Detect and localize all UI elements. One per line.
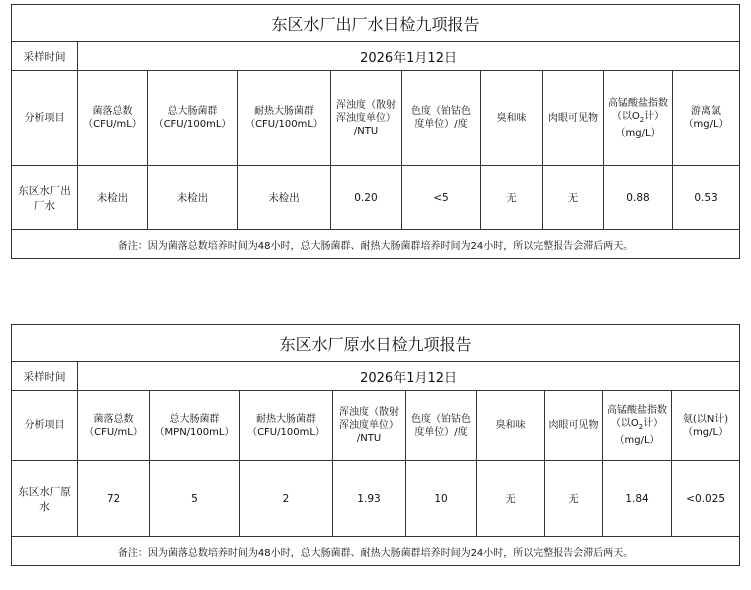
analysis-item-label: 分析项目 xyxy=(12,391,78,461)
report-table-finished-water xyxy=(11,4,740,259)
header-free-chlorine: 游离氯 （mg/L） xyxy=(673,71,740,166)
sampling-time-label: 采样时间 xyxy=(12,42,78,71)
header-visible-matter: 肉眼可见物 xyxy=(545,391,603,461)
sample-name: 东区水厂原 水 xyxy=(12,461,78,537)
value-total-coliform: 未检出 xyxy=(148,166,238,230)
value-odor-taste: 无 xyxy=(481,166,543,230)
value-colony-count: 72 xyxy=(78,461,150,537)
value-turbidity: 1.93 xyxy=(333,461,406,537)
header-total-coliform: 总大肠菌群 （MPN/100mL） xyxy=(150,391,240,461)
report-table-raw-water xyxy=(11,324,740,566)
value-thermotolerant-coliform: 未检出 xyxy=(238,166,331,230)
header-chroma: 色度（铂钴色 度单位）/度 xyxy=(406,391,477,461)
value-odor-taste: 无 xyxy=(477,461,545,537)
value-ammonia: <0.025 xyxy=(672,461,740,537)
value-chroma: 10 xyxy=(406,461,477,537)
header-visible-matter: 肉眼可见物 xyxy=(543,71,604,166)
value-thermotolerant-coliform: 2 xyxy=(240,461,333,537)
value-colony-count: 未检出 xyxy=(78,166,148,230)
header-permanganate-index: 高锰酸盐指数 （以$O_2$计） （mg/L） xyxy=(603,391,672,461)
value-total-coliform: 5 xyxy=(150,461,240,537)
header-turbidity: 浑浊度（散射 浑浊度单位） /NTU xyxy=(333,391,406,461)
header-odor-taste: 臭和味 xyxy=(477,391,545,461)
value-permanganate-index: 1.84 xyxy=(603,461,672,537)
value-chroma: <5 xyxy=(402,166,481,230)
sampling-date: 2026年1月12日 xyxy=(78,42,740,71)
report-note: 备注：因为菌落总数培养时间为48小时，总大肠菌群、耐热大肠菌群培养时间为24小时，所以完整报告会滞后两天。 xyxy=(12,230,740,259)
sampling-time-label: 采样时间 xyxy=(12,362,78,391)
header-colony-count: 菌落总数 （CFU/mL） xyxy=(78,71,148,166)
header-total-coliform: 总大肠菌群 （CFU/100mL） xyxy=(148,71,238,166)
header-permanganate-index: 高锰酸盐指数 （以$O_2$计） （mg/L） xyxy=(604,71,673,166)
value-free-chlorine: 0.53 xyxy=(673,166,740,230)
header-thermotolerant-coliform: 耐热大肠菌群 （CFU/100mL） xyxy=(240,391,333,461)
header-colony-count: 菌落总数 （CFU/mL） xyxy=(78,391,150,461)
report-title: 东区水厂出厂水日检九项报告 xyxy=(12,5,740,42)
sample-name: 东区水厂出 厂水 xyxy=(12,166,78,230)
header-ammonia: 氨(以N计) （mg/L） xyxy=(672,391,740,461)
value-visible-matter: 无 xyxy=(543,166,604,230)
sampling-date: 2026年1月12日 xyxy=(78,362,740,391)
header-chroma: 色度（铂钴色 度单位）/度 xyxy=(402,71,481,166)
value-visible-matter: 无 xyxy=(545,461,603,537)
report-note: 备注：因为菌落总数培养时间为48小时，总大肠菌群、耐热大肠菌群培养时间为24小时，所以完整报告会滞后两天。 xyxy=(12,537,740,566)
value-turbidity: 0.20 xyxy=(331,166,402,230)
header-odor-taste: 臭和味 xyxy=(481,71,543,166)
header-thermotolerant-coliform: 耐热大肠菌群 （CFU/100mL） xyxy=(238,71,331,166)
value-permanganate-index: 0.88 xyxy=(604,166,673,230)
report-title: 东区水厂原水日检九项报告 xyxy=(12,325,740,362)
analysis-item-label: 分析项目 xyxy=(12,71,78,166)
header-turbidity: 浑浊度（散射 浑浊度单位） /NTU xyxy=(331,71,402,166)
